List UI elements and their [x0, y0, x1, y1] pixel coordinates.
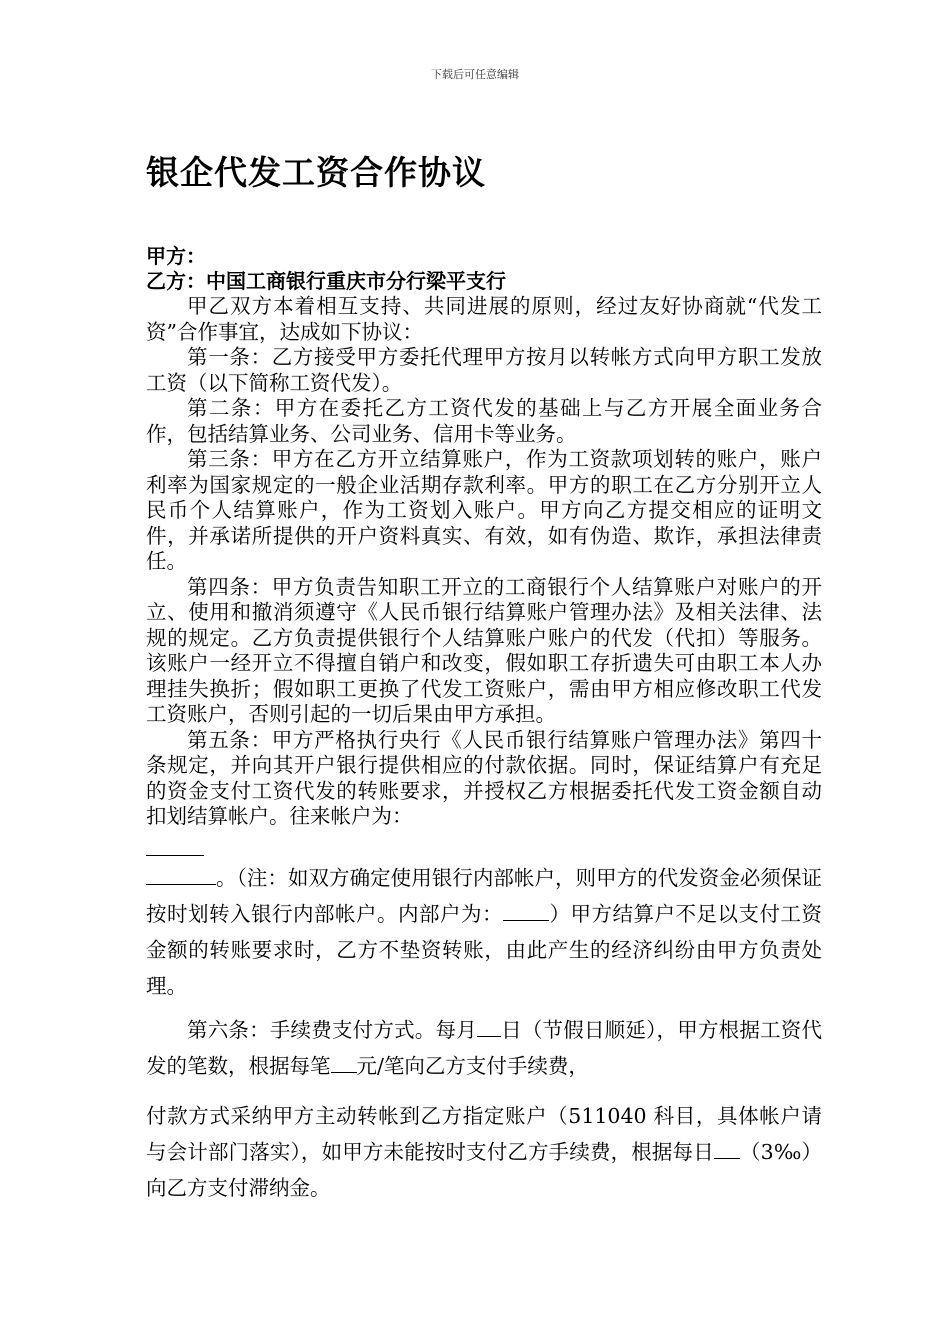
article-6-text-a: 第六条：手续费支付方式。每月 — [187, 1017, 477, 1042]
article-6-text-b: 日（节假日顺延），甲方根据工资代发的笔数，根据每笔 — [146, 1017, 823, 1078]
article-6 — [146, 1012, 822, 1084]
account-blank-line — [146, 830, 822, 860]
article-5-note-text-a: 。（注：如双方确定使用银行内部帐户，则甲方的代发资金必须保证按时划转入银行内部帐户。内部户为： — [146, 865, 822, 926]
article-6-text-e: （3‰）向乙方支付滞纳金。 — [146, 1139, 822, 1200]
intro-paragraph: 甲乙双方本着相互支持、共同进展的原则，经过友好协商就“代发工资”合作事宜，达成如下协议： — [146, 294, 822, 344]
party-b-label: 乙方：中国工商银行重庆市分行梁平支行 — [146, 269, 506, 293]
document-title: 银企代发工资合作协议 — [146, 153, 486, 192]
article-1: 第一条：乙方接受甲方委托代理甲方按月以转帐方式向甲方职工发放工资（以下简称工资代发）。 — [146, 345, 822, 395]
document-body — [146, 150, 822, 1206]
article-5: 第五条：甲方严格执行央行《人民币银行结算账户管理办法》第四十条规定，并向其开户银行提供相应的付款依据。同时，保证结算户有充足的资金支付工资代发的转账要求，并授权乙方根据委托代发工资金额自动扣划结算帐户。往来帐户为： — [146, 727, 822, 828]
article-5-note — [146, 860, 822, 1004]
day-blank — [477, 1018, 501, 1037]
article-3: 第三条：甲方在乙方开立结算账户，作为工资款项划转的账户，账户利率为国家规定的一般企业活期存款利率。甲方的职工在乙方分别开立人民币个人结算账户，作为工资划入账户。甲方向乙方提交相应的证明文件，并承诺所提供的开户资料真实、有效，如有伪造、欺诈，承担法律责任。 — [146, 447, 822, 573]
article-4: 第四条：甲方负责告知职工开立的工商银行个人结算账户对账户的开立、使用和撤消须遵守《人民币银行结算账户管理办法》及相关法律、法规的规定。乙方负责提供银行个人结算账户账户的代发（代扣）等服务。该账户一经开立不得擅自销户和改变，假如职工存折遗失可由职工本人办理挂失换折；假如职工更换了代发工资账户，需由甲方相应修改职工代发工资账户，否则引起的一切后果由甲方承担。 — [146, 574, 822, 726]
penalty-blank — [714, 1140, 740, 1159]
article-6-text-d: 付款方式采纳甲方主动转帐到乙方指定账户（511040 科目，具体帐户请与会计部门落实），如甲方未能按时支付乙方手续费，根据每日 — [146, 1103, 822, 1164]
article-6-payment — [146, 1098, 822, 1206]
party-a-label: 甲方： — [146, 244, 206, 268]
article-5-note-text-b: ）甲方结算户不足以支付工资金额的转账要求时，乙方不垫资转账，由此产生的经济纠纷由甲方负责处理。 — [146, 901, 822, 998]
account-blank — [146, 866, 216, 885]
article-6-text-c: 元/笔向乙方支付手续费， — [356, 1053, 589, 1078]
internal-account-blank — [503, 902, 549, 921]
fee-blank — [331, 1054, 357, 1073]
header-note: 下载后可任意编辑 — [431, 68, 519, 81]
article-2: 第二条：甲方在委托乙方工资代发的基础上与乙方开展全面业务合作，包括结算业务、公司业务、信用卡等业务。 — [146, 396, 822, 446]
